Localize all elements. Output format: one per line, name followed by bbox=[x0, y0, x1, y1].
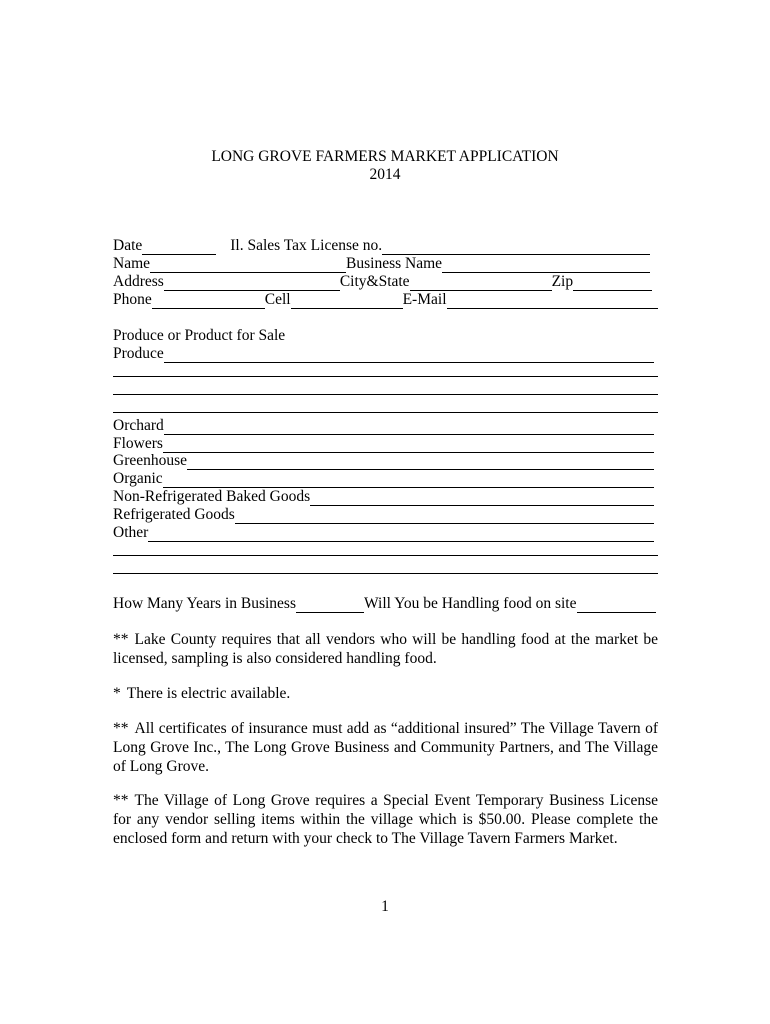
zip-field[interactable] bbox=[573, 276, 652, 291]
cell-label: Cell bbox=[264, 291, 291, 308]
address-row bbox=[113, 273, 658, 291]
note-electric-text: There is electric available. bbox=[126, 685, 291, 702]
address-field[interactable] bbox=[164, 276, 340, 291]
name-business-row bbox=[113, 255, 658, 273]
other-row bbox=[113, 524, 658, 542]
note-electric bbox=[113, 684, 658, 703]
note-business-license bbox=[113, 791, 658, 848]
document-title: LONG GROVE FARMERS MARKET APPLICATION bbox=[211, 148, 559, 165]
phone-label: Phone bbox=[113, 291, 152, 308]
cell-field[interactable] bbox=[291, 294, 403, 309]
produce-extra-line-3[interactable] bbox=[113, 412, 658, 413]
organic-label: Organic bbox=[113, 470, 163, 487]
phone-field[interactable] bbox=[152, 294, 265, 309]
years-label: How Many Years in Business bbox=[113, 595, 296, 612]
other-field[interactable] bbox=[148, 527, 654, 542]
greenhouse-field[interactable] bbox=[187, 455, 654, 470]
greenhouse-label: Greenhouse bbox=[113, 452, 188, 469]
other-label: Other bbox=[113, 524, 149, 541]
non-refrigerated-label: Non-Refrigerated Baked Goods bbox=[113, 488, 311, 505]
produce-extra-line-1[interactable] bbox=[113, 376, 658, 377]
note-electric-marker: * bbox=[113, 685, 121, 702]
business-questions-row bbox=[113, 595, 658, 613]
sales-tax-field[interactable] bbox=[382, 240, 650, 255]
page-number: 1 bbox=[381, 898, 389, 915]
document-year: 2014 bbox=[369, 166, 401, 183]
flowers-label: Flowers bbox=[113, 435, 163, 452]
produce-row bbox=[113, 345, 658, 363]
handling-food-field[interactable] bbox=[577, 598, 657, 613]
orchard-label: Orchard bbox=[113, 417, 164, 434]
zip-label: Zip bbox=[551, 273, 574, 290]
email-field[interactable] bbox=[447, 294, 659, 309]
organic-row bbox=[113, 470, 658, 488]
note-food-licensing-marker: ** bbox=[113, 631, 129, 648]
non-refrigerated-field[interactable] bbox=[310, 491, 654, 506]
phone-row bbox=[113, 291, 658, 309]
name-field[interactable] bbox=[150, 258, 346, 273]
city-state-field[interactable] bbox=[410, 276, 552, 291]
orchard-field[interactable] bbox=[164, 420, 654, 435]
note-business-license-text: The Village of Long Grove requires a Special Event Temporary Business License for any vendor selling items within the village which is $50.00. Please complete the enclosed form and return with your check to The Village Tavern Farmers Market. bbox=[113, 792, 658, 847]
note-insurance-marker: ** bbox=[113, 720, 129, 737]
note-food-licensing bbox=[113, 630, 658, 668]
note-business-license-marker: ** bbox=[113, 792, 129, 809]
organic-field[interactable] bbox=[163, 473, 654, 488]
email-label: E-Mail bbox=[402, 291, 447, 308]
orchard-row bbox=[113, 417, 658, 435]
other-extra-line-1[interactable] bbox=[113, 555, 658, 556]
produce-label: Produce bbox=[113, 345, 164, 362]
date-tax-row bbox=[113, 237, 658, 255]
non-refrigerated-row bbox=[113, 488, 658, 506]
address-label: Address bbox=[113, 273, 164, 290]
years-field[interactable] bbox=[296, 598, 364, 613]
note-food-licensing-text: Lake County requires that all vendors who will be handling food at the market be licensed, sampling is also considered handling food. bbox=[113, 631, 658, 667]
sales-tax-label: Il. Sales Tax License no. bbox=[230, 237, 383, 254]
produce-extra-line-2[interactable] bbox=[113, 394, 658, 395]
handling-food-label: Will You be Handling food on site bbox=[364, 595, 577, 612]
produce-field[interactable] bbox=[164, 348, 654, 363]
refrigerated-field[interactable] bbox=[235, 509, 654, 524]
refrigerated-label: Refrigerated Goods bbox=[113, 506, 235, 523]
note-insurance bbox=[113, 719, 658, 776]
business-name-field[interactable] bbox=[442, 258, 650, 273]
products-heading: Produce or Product for Sale bbox=[113, 327, 286, 344]
greenhouse-row bbox=[113, 452, 658, 470]
business-name-label: Business Name bbox=[346, 255, 443, 272]
name-label: Name bbox=[113, 255, 151, 272]
note-insurance-text: All certificates of insurance must add as “additional insured” The Village Tavern of Long Grove Inc., The Long Grove Business and Community Partners, and The Village of Long Grove. bbox=[113, 720, 658, 775]
other-extra-line-2[interactable] bbox=[113, 573, 658, 574]
refrigerated-row bbox=[113, 506, 658, 524]
flowers-field[interactable] bbox=[163, 438, 654, 453]
city-state-label: City&State bbox=[339, 273, 410, 290]
flowers-row bbox=[113, 435, 658, 453]
date-field[interactable] bbox=[142, 240, 216, 255]
date-label: Date bbox=[113, 237, 143, 254]
